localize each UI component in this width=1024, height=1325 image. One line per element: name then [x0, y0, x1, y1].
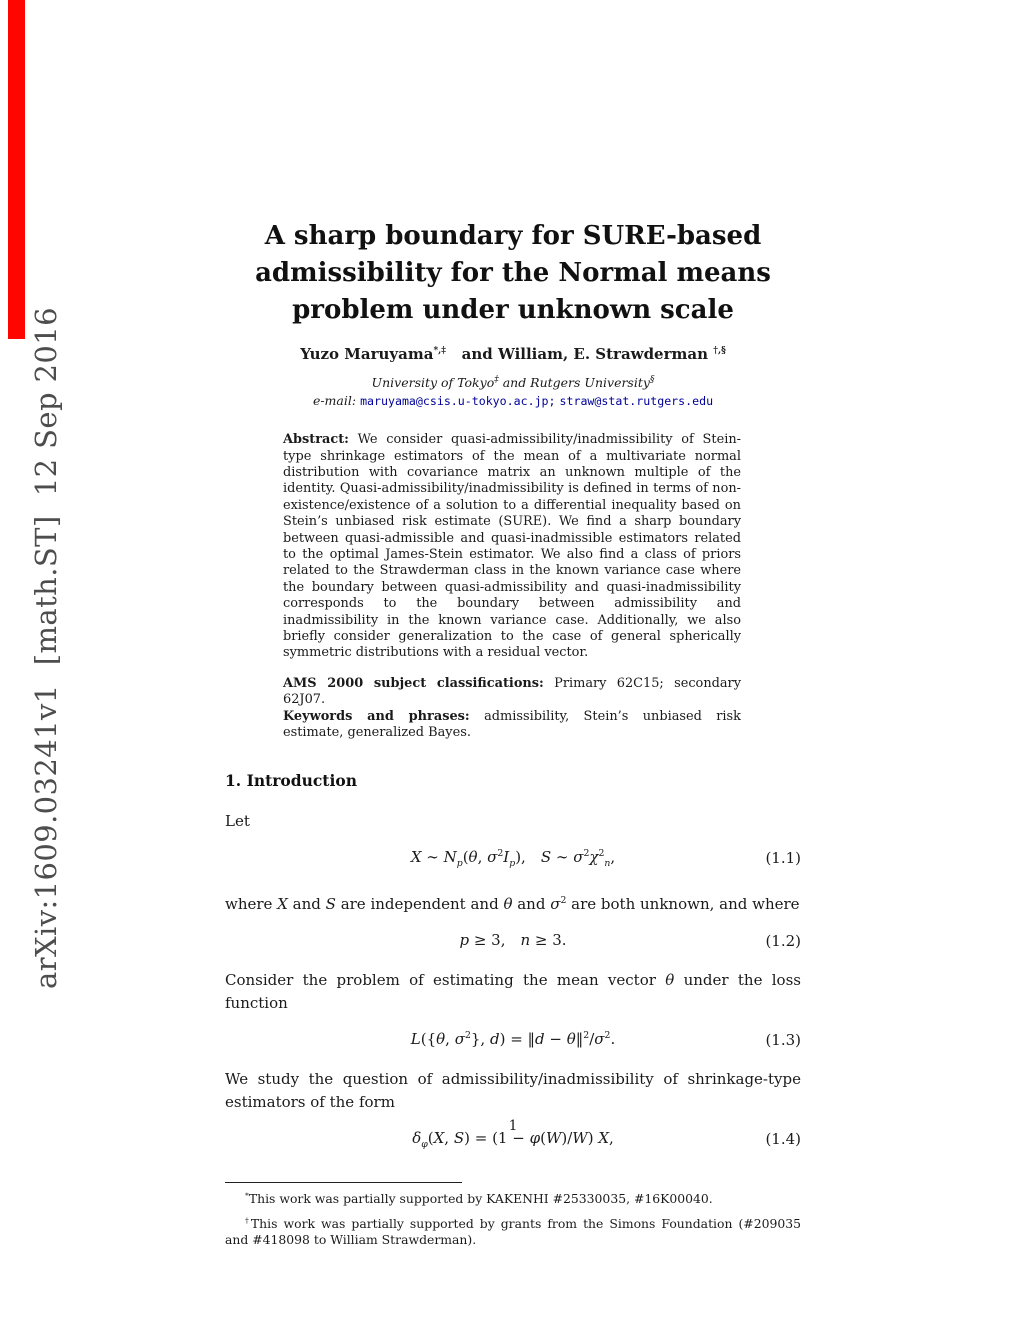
ams-text: Primary 62C15; secondary 62J07. [283, 675, 741, 708]
paragraph-let: Let [225, 812, 250, 831]
keywords-text: admissibility, Stein’s unbiased risk estimate, generalized Bayes. [283, 708, 741, 741]
email-link-maruyama[interactable]: maruyama@csis.u-tokyo.ac.jp; [360, 394, 556, 409]
equation-1-3 [225, 1030, 801, 1048]
title-line-1: A sharp boundary for SURE-based [264, 221, 762, 251]
page-number: 1 [508, 1118, 518, 1134]
ams-label: AMS 2000 subject classifications: [283, 675, 544, 691]
abstract-paragraph [283, 432, 741, 662]
equation-1-4-number: (1.4) [765, 1130, 801, 1149]
abstract-label: Abstract: [283, 432, 349, 448]
title-line-2: admissibility for the Normal means [255, 258, 771, 288]
keywords-label: Keywords and phrases: [283, 708, 470, 724]
email-line [225, 393, 801, 408]
keywords-line [283, 709, 741, 742]
equation-1-1 [225, 848, 801, 869]
footnote-2: †This work was partially supported by grants from the Simons Foundation (#209035 and #418098 to William Strawderman). [225, 1215, 801, 1248]
paragraph-consider: Consider the problem of estimating the mean vector θ under the loss function [225, 971, 801, 1013]
email-link-strawderman[interactable]: straw@stat.rutgers.edu [559, 394, 714, 409]
affiliation-line: University of Tokyo‡ and Rutgers University§ [371, 375, 655, 391]
red-marker-bar [8, 0, 25, 339]
section-1-heading: 1. Introduction [225, 771, 357, 791]
equation-1-1-number: (1.1) [765, 849, 801, 868]
paper-content [225, 0, 801, 1248]
arxiv-watermark: arXiv:1609.03241v1 [math.ST] 12 Sep 2016 [29, 307, 63, 989]
equation-1-4-math: $\delta_\varphi(X$, S) = (1 − φ(W)/W) X, [412, 1129, 614, 1151]
paragraph-study: We study the question of admissibility/inadmissibility of shrinkage-type estimators of the form [225, 1070, 801, 1112]
abstract-text: We consider quasi-admissibility/inadmissibility of Stein-type shrinkage estimators of the mean of a multivariate normal distribution with covariance matrix an unknown multiple of the identity. Quasi-admissibility/inadmissibility is defined in terms of non-existence/existence of a solution to a differential inequality based on Stein’s unbiased risk estimate (SURE). We find a sharp boundary between quasi-admissible and quasi-inadmissible estimators related to the optimal James-Stein estimator. We also find a class of priors related to the Strawderman class in the known variance case where the boundary between quasi-admissibility and quasi-inadmissibility corresponds to the boundary between admissibility and inadmissibility in the known variance case. Additionally, we also briefly consider generalization to the case of general spherically symmetric distributions with a residual vector. [283, 432, 741, 661]
paper-title [225, 218, 801, 329]
footnote-1: *This work was partially supported by KAKENHI #25330035, #16K00040. [245, 1191, 713, 1207]
classifications-block [283, 676, 741, 742]
authors-line: Yuzo Maruyama*,‡ and William, E. Strawderman †,§ [300, 345, 726, 363]
title-line-3: problem under unknown scale [292, 295, 734, 325]
equation-1-2 [225, 931, 801, 949]
footnote-rule [225, 1182, 462, 1183]
equation-1-1-math: X ∼ $N_p(\theta$, $\sigma^2I_p$), S ∼ $\sigma^2\chi^2_n$, [410, 848, 616, 870]
email-label: e-mail: [312, 393, 357, 409]
equation-1-3-number: (1.3) [765, 1031, 801, 1050]
paragraph-where: where X and S are independent and θ and $\sigma^2$ are both unknown, and where [225, 895, 800, 914]
ams-line [283, 676, 741, 709]
equation-1-2-math: p ≥ 3, n ≥ 3. [459, 931, 567, 950]
equation-1-3-math: L({θ, $\sigma^2$}, d) = ‖d − $\theta‖^2/\sigma^2$. [410, 1030, 616, 1049]
equation-1-2-number: (1.2) [765, 932, 801, 951]
